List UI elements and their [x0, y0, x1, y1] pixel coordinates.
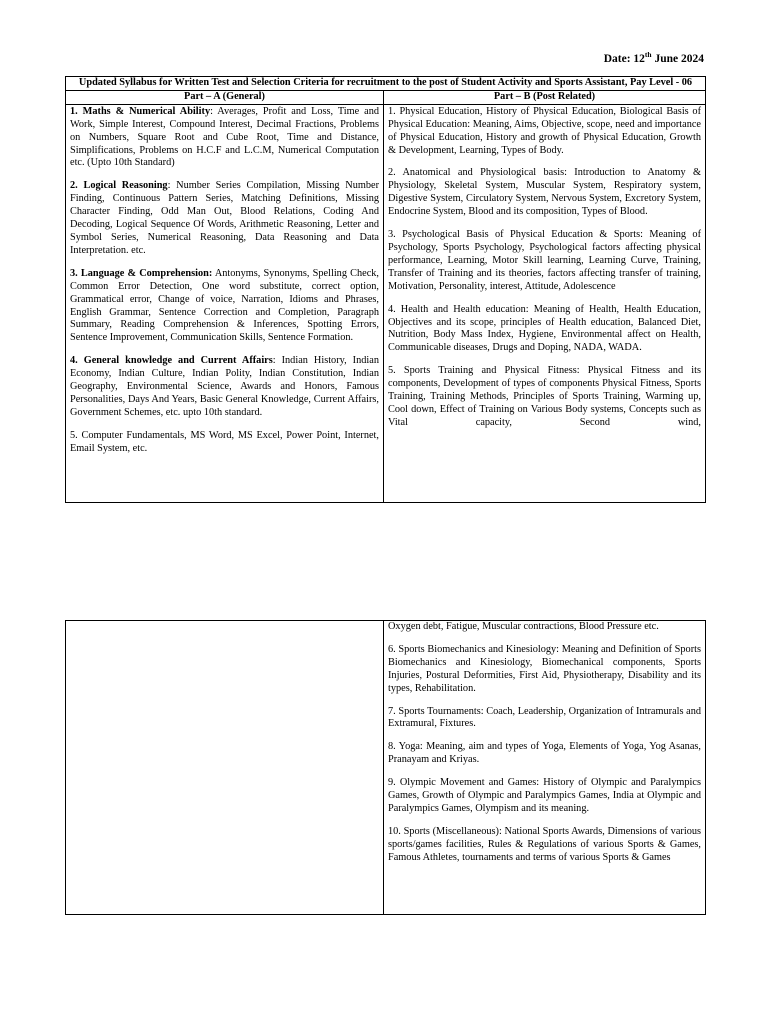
part-b-topic: 8. Yoga: Meaning, aim and types of Yoga, Elements of Yoga, Yog Asanas, Pranayam and Kriyas.	[388, 741, 701, 766]
part-b-topic: 9. Olympic Movement and Games: History of Olympic and Paralympics Games, Growth of Olympic and Paralympics Games, India at Olympic and Paralympics Games, Olympism and its meaning.	[388, 777, 701, 814]
part-b-topic: 5. Sports Training and Physical Fitness: Physical Fitness and its components, Development of types of components Physical Fitness, Sports Training, Training Methods, Principles of Sports Training, Warming up, Cool down, Effect of Training on Various Body systems, Concepts such as Vital capacity, Second wind,	[388, 365, 701, 428]
part-a-topic: 5. Computer Fundamentals, MS Word, MS Excel, Power Point, Internet, Email System, etc.	[70, 429, 379, 454]
part-a-empty-cell	[66, 621, 384, 915]
document-date: Date: 12th June 2024	[603, 50, 704, 65]
part-b-topic: Oxygen debt, Fatigue, Muscular contractions, Blood Pressure etc.	[388, 621, 659, 632]
part-a-topic: 3. Language & Comprehension: Antonyms, Synonyms, Spelling Check, Common Error Detection, One word substitute, correct option, Grammatical error, Change of voice, Narration, Idioms and Phrases, English Grammar, Sentence Correction and Completion, Paragraph Summary, Reading Comprehension & Inferences, Spotting Errors, Sentence Improvement, Communication Skills, Sentence Formation.	[70, 267, 379, 344]
part-b-topic: 4. Health and Health education: Meaning of Health, Health Education, Objectives and its scope, principles of Health education, Balanced Diet, Nutrition, Body Mass Index, Hygiene, Environmental affect on Health, Communicable diseases, Drugs and Doping, NADA, WADA.	[388, 303, 701, 354]
part-a-topic: 4. General knowledge and Current Affairs: Indian History, Indian Economy, Indian Culture, Indian Polity, Indian Constitution, Indian Geography, Environmental Science, Awards and Honors, Famous Personalities, Days And Years, Basic General Knowledge, Current Affairs, Government Schemes, etc. upto 10th standard.	[70, 355, 379, 418]
part-a-header: Part – A (General)	[66, 90, 384, 104]
part-b-topic: 6. Sports Biomechanics and Kinesiology: Meaning and Definition of Sports Biomechanics and Kinesiology, Biomechanical components, Sports Injuries, Postural Deformities, First Aid, Physiotherapy, Disability and its types, Rehabilitation.	[388, 643, 701, 694]
part-b-topic: 3. Psychological Basis of Physical Education & Sports: Meaning of Psychology, Sports Psychology, Psychological factors affecting physical performance, Learning, Motor Skill learning, Learning Curve, Training, Transfer of Training and its theories, factors affecting transfer of training, Motivation, Personality, interest, Attitude, Adolescence	[388, 229, 701, 292]
part-a-topic: 2. Logical Reasoning: Number Series Compilation, Missing Number Finding, Continuous Pattern Series, Matching Definitions, Missing Character Finding, Odd Man Out, Blood Relations, Coding And Decoding, Logical Sequence Of Words, Arithmetic Reasoning, Letter and Symbol Series, Numerical Reasoning, Data Reasoning and Data Interpretation. etc.	[70, 180, 379, 256]
syllabus-table-page-1	[65, 76, 706, 503]
part-b-topic: 7. Sports Tournaments: Coach, Leadership, Organization of Intramurals and Extramural, Fixtures.	[388, 705, 701, 730]
part-a-topic: 1. Maths & Numerical Ability: Averages, Profit and Loss, Time and Work, Simple Interest, Compound Interest, Decimal Fractions, Problems on Numbers, Square Root and Cube Root, Time and Distance, Simplifications, Problems on H.C.F and L.C.M, Numerical Computation etc. (Upto 10th Standard)	[70, 105, 379, 169]
part-b-cell	[384, 104, 706, 502]
syllabus-table-page-2	[65, 620, 706, 915]
part-b-cell-continued	[384, 621, 706, 915]
part-a-cell	[66, 104, 384, 502]
part-b-topic: 10. Sports (Miscellaneous): National Sports Awards, Dimensions of various sports/games facilities, Rules & Regulations of various Sports & Games, Famous Athletes, tournaments and terms of various Sports & Games	[388, 825, 701, 863]
part-b-topic: 2. Anatomical and Physiological basis: Introduction to Anatomy & Physiology, Skeletal System, Muscular System, Respiratory system, Digestive System, Circulatory System, Nervous System, Excretory System, Endocrine System, Blood and its composition, Types of Blood.	[388, 167, 701, 218]
syllabus-title: Updated Syllabus for Written Test and Selection Criteria for recruitment to the post of Student Activity and Sports Assistant, Pay Level - 06	[66, 77, 706, 91]
part-b-header: Part – B (Post Related)	[384, 90, 706, 104]
part-b-topic: 1. Physical Education, History of Physical Education, Biological Basis of Physical Education: Meaning, Aims, Objective, scope, need and importance of Physical Education, History and growth of Physical Education, Growth & Development, Learning, Types of Body.	[388, 105, 701, 156]
